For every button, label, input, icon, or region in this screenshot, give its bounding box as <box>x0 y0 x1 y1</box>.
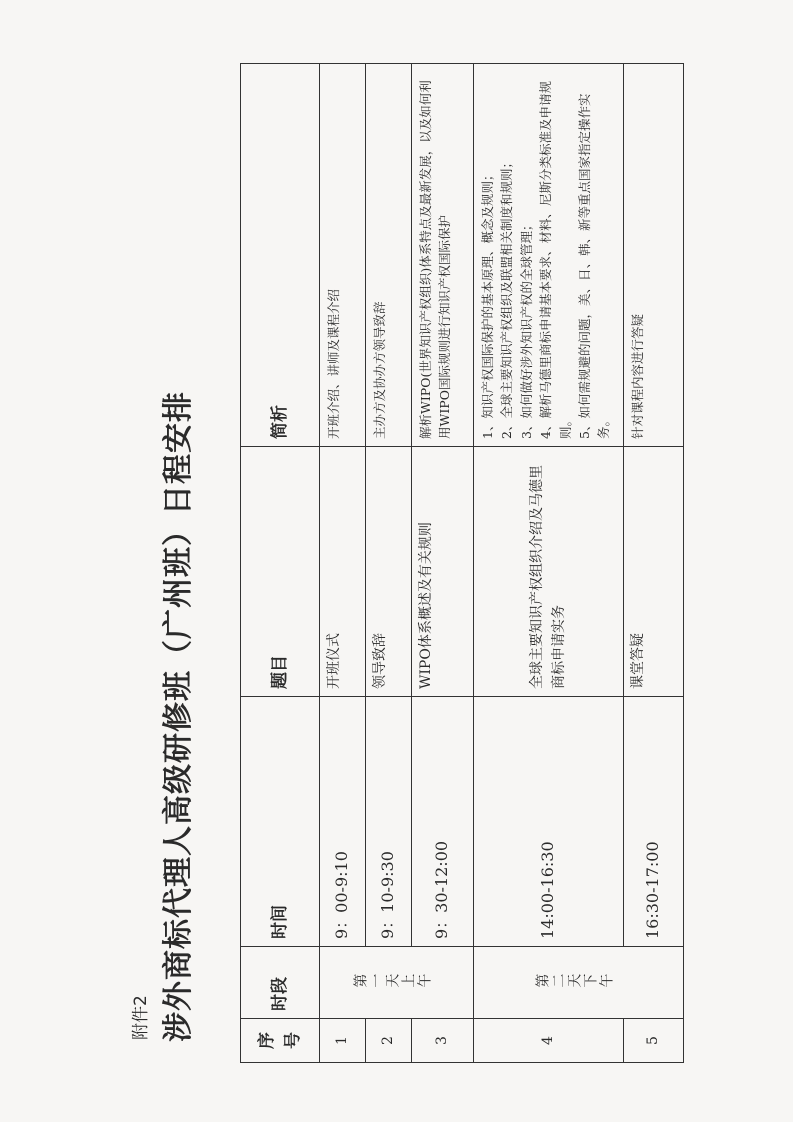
header-no: 序 号 <box>241 1019 320 1063</box>
table-row <box>366 64 412 1063</box>
row-no: 4 <box>474 1019 624 1063</box>
row-topic: 全球主要知识产权组织介绍及马德里商标申请实务 <box>474 447 624 697</box>
table-row <box>412 64 474 1063</box>
desc-line: 2、全球主要知识产权组织及联盟相关制度和规则； <box>499 156 515 439</box>
row-time: 9：00-9:10 <box>320 697 366 947</box>
row-time: 9：30-12:00 <box>412 697 474 947</box>
row-desc <box>474 64 624 447</box>
row-topic: 开班仪式 <box>320 447 366 697</box>
header-period: 时段 <box>241 947 320 1019</box>
annex-label: 附件2 <box>131 995 151 1040</box>
row-desc: 主办方及协办方领导致辞 <box>366 64 412 447</box>
period-cell: 第一天上午 <box>320 947 474 1019</box>
header-topic: 题目 <box>241 447 320 697</box>
table-row <box>320 64 366 1063</box>
row-no: 1 <box>320 1019 366 1063</box>
row-no: 5 <box>624 1019 684 1063</box>
schedule-table <box>240 63 684 1063</box>
row-no: 3 <box>412 1019 474 1063</box>
row-topic: WIPO体系概述及有关规则 <box>412 447 474 697</box>
row-topic: 课堂答疑 <box>624 447 684 697</box>
row-desc: 针对课程内容进行答疑 <box>624 64 684 447</box>
row-time: 9：10-9:30 <box>366 697 412 947</box>
row-desc: 开班介绍、讲师及课程介绍 <box>320 64 366 447</box>
table-header-row <box>241 64 320 1063</box>
row-time: 14:00-16:30 <box>474 697 624 947</box>
document-title: 涉外商标代理人高级研修班（广州班）日程安排 <box>161 391 196 1042</box>
table-row <box>624 64 684 1063</box>
desc-line: 1、知识产权国际保护的基本原理、概念及规则； <box>480 168 495 439</box>
row-desc: 解析WIPO(世界知识产权组织)体系特点及最新发展，以及如何利用WIPO国际规则进行知识产权国际保护 <box>412 64 474 447</box>
desc-line: 4、解析马德里商标申请基本要求、材料、尼斯分类标准及申请规则。 <box>538 81 573 439</box>
table-row <box>474 64 624 1063</box>
header-time: 时间 <box>241 697 320 947</box>
desc-line: 5、如何需规避的问题，美、日、韩、新等重点国家指定操作实务。 <box>576 93 612 439</box>
desc-line: 3、如何做好涉外知识产权的全球管理； <box>518 218 534 439</box>
row-topic: 领导致辞 <box>366 447 412 697</box>
row-no: 2 <box>366 1019 412 1063</box>
header-desc: 简析 <box>241 64 320 447</box>
period-cell: 第二天下午 <box>474 947 684 1019</box>
row-time: 16:30-17:00 <box>624 697 684 947</box>
